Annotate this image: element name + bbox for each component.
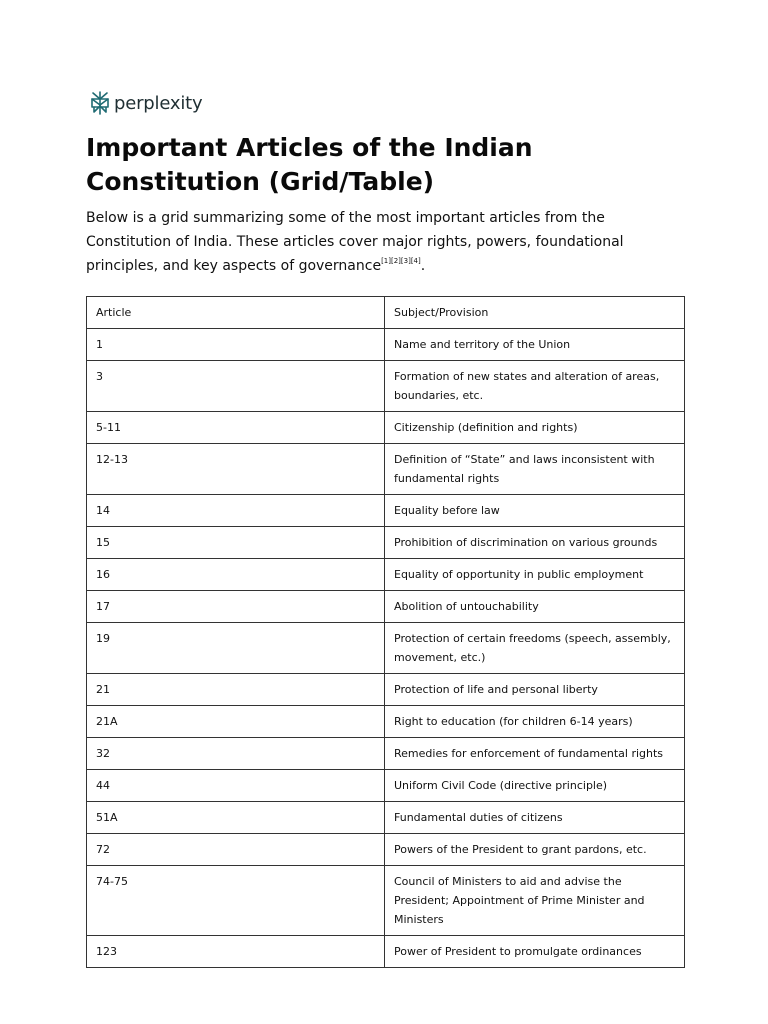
table-row	[87, 329, 685, 361]
article-cell: 15	[87, 527, 385, 559]
intro-end: .	[420, 258, 426, 274]
table-row	[87, 527, 685, 559]
table-row	[87, 361, 685, 412]
table-row	[87, 706, 685, 738]
table-row	[87, 770, 685, 802]
intro-text: Below is a grid summarizing some of the most important articles from the Constitution of India. These articles cover major rights, powers, foundational principles, and key aspects of governance	[86, 210, 624, 274]
article-cell: 21A	[87, 706, 385, 738]
table-row	[87, 412, 685, 444]
table-row	[87, 738, 685, 770]
subject-cell: Right to education (for children 6-14 years)	[385, 706, 685, 738]
subject-cell: Protection of certain freedoms (speech, assembly, movement, etc.)	[385, 623, 685, 674]
articles-table	[86, 296, 685, 968]
header-article: Article	[87, 297, 385, 329]
subject-cell: Remedies for enforcement of fundamental rights	[385, 738, 685, 770]
article-cell: 12-13	[87, 444, 385, 495]
header-subject: Subject/Provision	[385, 297, 685, 329]
table-row	[87, 495, 685, 527]
article-cell: 123	[87, 936, 385, 968]
subject-cell: Council of Ministers to aid and advise the President; Appointment of Prime Minister and Ministers	[385, 866, 685, 936]
subject-cell: Definition of “State” and laws inconsistent with fundamental rights	[385, 444, 685, 495]
perplexity-logo-icon	[90, 91, 110, 115]
subject-cell: Name and territory of the Union	[385, 329, 685, 361]
intro-paragraph	[86, 206, 686, 278]
table-row	[87, 591, 685, 623]
table-row	[87, 936, 685, 968]
article-cell: 14	[87, 495, 385, 527]
table-row	[87, 559, 685, 591]
subject-cell: Citizenship (definition and rights)	[385, 412, 685, 444]
subject-cell: Equality before law	[385, 495, 685, 527]
table-row	[87, 866, 685, 936]
subject-cell: Equality of opportunity in public employment	[385, 559, 685, 591]
article-cell: 51A	[87, 802, 385, 834]
table-row	[87, 674, 685, 706]
page-title: Important Articles of the Indian Constitution (Grid/Table)	[86, 133, 533, 196]
table-row	[87, 834, 685, 866]
article-cell: 17	[87, 591, 385, 623]
subject-cell: Uniform Civil Code (directive principle)	[385, 770, 685, 802]
article-cell: 19	[87, 623, 385, 674]
article-cell: 74-75	[87, 866, 385, 936]
subject-cell: Fundamental duties of citizens	[385, 802, 685, 834]
article-cell: 5-11	[87, 412, 385, 444]
subject-cell: Prohibition of discrimination on various grounds	[385, 527, 685, 559]
table-row	[87, 444, 685, 495]
subject-cell: Protection of life and personal liberty	[385, 674, 685, 706]
article-cell: 32	[87, 738, 385, 770]
perplexity-logo	[90, 90, 202, 116]
article-cell: 3	[87, 361, 385, 412]
subject-cell: Power of President to promulgate ordinances	[385, 936, 685, 968]
article-cell: 1	[87, 329, 385, 361]
table-header-row	[87, 297, 685, 329]
table-row	[87, 802, 685, 834]
logo-text: perplexity	[114, 92, 203, 114]
citation-links[interactable]: [1][2][3][4]	[381, 257, 421, 265]
article-cell: 44	[87, 770, 385, 802]
subject-cell: Formation of new states and alteration of areas, boundaries, etc.	[385, 361, 685, 412]
article-cell: 72	[87, 834, 385, 866]
article-cell: 16	[87, 559, 385, 591]
subject-cell: Abolition of untouchability	[385, 591, 685, 623]
subject-cell: Powers of the President to grant pardons, etc.	[385, 834, 685, 866]
table-row	[87, 623, 685, 674]
article-cell: 21	[87, 674, 385, 706]
